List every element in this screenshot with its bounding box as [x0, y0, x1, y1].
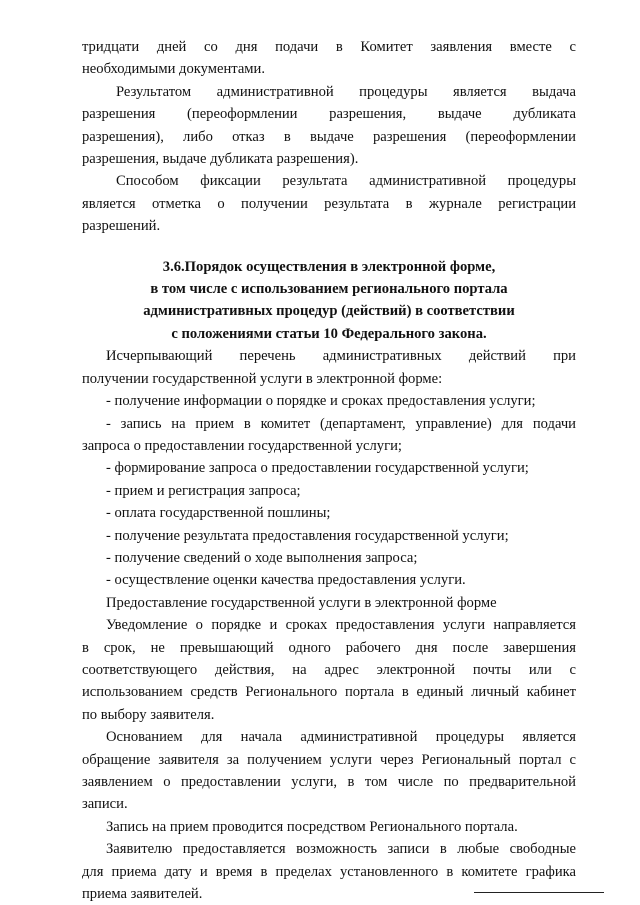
paragraph-scheduling [82, 838, 576, 905]
paragraph-basis [82, 726, 576, 816]
text-line: приема заявителей. [82, 886, 203, 903]
paragraph-notification [82, 614, 576, 726]
paragraph-intro [82, 345, 576, 390]
text-line: соответствующего действия, на адрес электронной почты или с [82, 661, 576, 678]
actions-list [82, 390, 576, 592]
text-line: Результатом административной процедуры является выдача [116, 83, 576, 100]
heading-line: в том числе с использованием регионального портала [150, 281, 508, 298]
list-item: - получение результата предоставления государственной услуги; [106, 527, 509, 544]
text-line: разрешения), либо отказ в выдаче разрешения (переоформлении [82, 128, 576, 145]
heading-line: 3.6.Порядок осуществления в электронной форме, [162, 258, 496, 275]
section-heading [82, 256, 576, 346]
list-item: - запись на прием в комитет (департамент, управление) для подачи [106, 415, 576, 432]
footer-rule [474, 892, 604, 893]
text-line: Уведомление о порядке и сроках предоставления услуги направляется [106, 617, 576, 634]
paragraph-appointment: Запись на прием проводится посредством Регионального портала. [106, 818, 518, 835]
text-line: Исчерпывающий перечень административных действий при [106, 348, 576, 365]
list-item: - получение сведений о ходе выполнения запроса; [106, 549, 418, 566]
text-line: разрешения (переоформлении разрешения, выдаче дубликата [82, 106, 576, 123]
text-line: разрешения, выдаче дубликата разрешения). [82, 151, 359, 168]
text-line: Основанием для начала административной процедуры является [106, 729, 576, 746]
text-line: разрешений. [82, 218, 161, 235]
text-line: для приема дату и время в пределах установленного в комитете графика [82, 863, 576, 880]
document-page [82, 36, 576, 905]
list-item: - оплата государственной пошлины; [106, 505, 331, 522]
text-line: по выбору заявителя. [82, 706, 215, 723]
list-item: - осуществление оценки качества предоставления услуги. [106, 572, 466, 589]
list-item: - формирование запроса о предоставлении государственной услуги; [106, 460, 529, 477]
text-line: необходимыми документами. [82, 61, 265, 78]
paragraph-fixation [82, 170, 576, 237]
text-line: заявлением о предоставлении услуги, в том числе по предварительной [82, 774, 576, 790]
text-line: в срок, не превышающий одного рабочего дня после завершения [82, 639, 576, 656]
paragraph-result [82, 81, 576, 171]
list-item: - получение информации о порядке и сроках предоставления услуги; [106, 393, 536, 410]
text-line: тридцати дней со дня подачи в Комитет заявления вместе с [82, 39, 576, 55]
text-line: использованием средств Регионального портала в единый личный кабинет [82, 684, 576, 701]
text-line: Заявителю предоставляется возможность записи в любые свободные [106, 841, 576, 858]
text-line: получении государственной услуги в электронной форме: [82, 370, 443, 387]
text-line: записи. [82, 796, 128, 813]
list-item: - прием и регистрация запроса; [106, 482, 301, 499]
text-line: является отметка о получении результата в журнале регистрации [82, 195, 576, 212]
heading-line: административных процедур (действий) в соответствии [143, 303, 515, 320]
list-item-continuation: запроса о предоставлении государственной услуги; [82, 437, 402, 454]
text-line: обращение заявителя за получением услуги через Региональный портал с [82, 751, 576, 768]
paragraph-electronic: Предоставление государственной услуги в электронной форме [106, 594, 497, 611]
text-line: Способом фиксации результата административной процедуры [116, 173, 576, 190]
paragraph-deadline [82, 36, 576, 81]
heading-line: с положениями статьи 10 Федерального закона. [171, 325, 487, 342]
